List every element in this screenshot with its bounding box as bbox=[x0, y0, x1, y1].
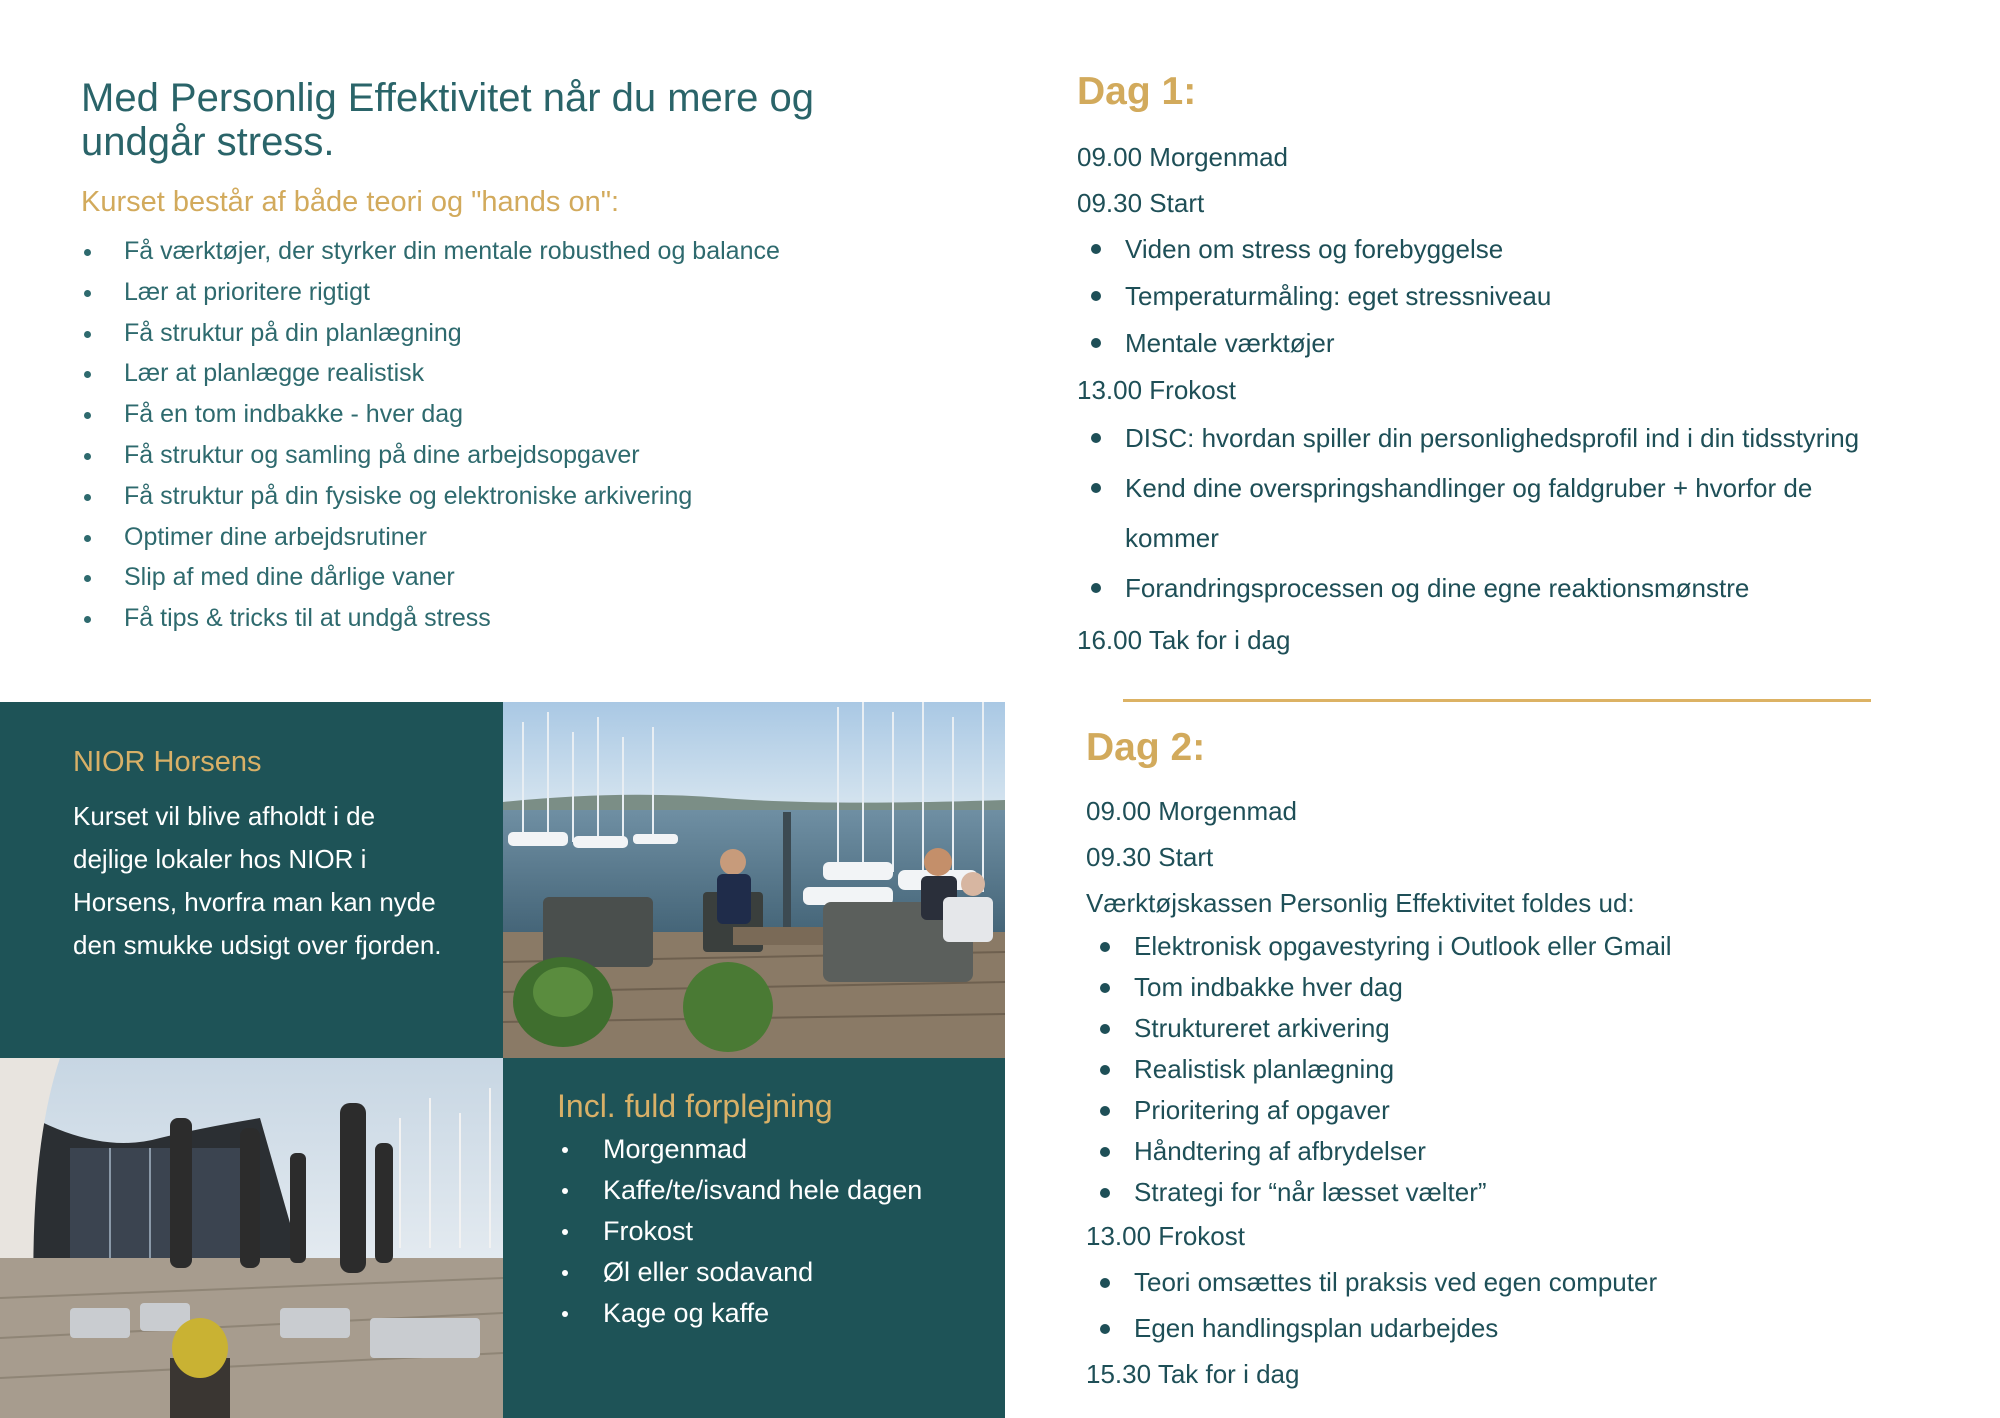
list-item: Kaffe/te/isvand hele dagen bbox=[557, 1170, 975, 1211]
list-item: Elektronisk opgavestyring i Outlook eller Gmail bbox=[1086, 926, 1956, 967]
list-item: Struktureret arkivering bbox=[1086, 1008, 1956, 1049]
day2-lunch: 13.00 Frokost bbox=[1086, 1221, 1245, 1251]
day1-start: 09.30 Start bbox=[1077, 188, 1205, 218]
list-item: Få værktøjer, der styrker din mentale robusthed og balance bbox=[81, 231, 881, 272]
list-item: Få tips & tricks til at undgå stress bbox=[81, 598, 881, 639]
day1-morning-list bbox=[1077, 226, 1957, 367]
list-item: Lær at planlægge realistisk bbox=[81, 353, 881, 394]
day1-breakfast: 09.00 Morgenmad bbox=[1077, 142, 1289, 172]
day2-title: Dag 2: bbox=[1086, 726, 1206, 769]
catering-list bbox=[557, 1129, 975, 1334]
list-item: Få struktur og samling på dine arbejdsopgaver bbox=[81, 435, 881, 476]
day1-title: Dag 1: bbox=[1077, 70, 1197, 113]
list-item: Få struktur på din fysiske og elektroniske arkivering bbox=[81, 476, 881, 517]
day1-afternoon-list bbox=[1077, 413, 1957, 613]
day1-schedule bbox=[1077, 70, 1957, 663]
venue-box bbox=[0, 702, 503, 1058]
list-item: Strategi for “når læsset vælter” bbox=[1086, 1172, 1956, 1213]
list-item: Temperaturmåling: eget stressniveau bbox=[1077, 273, 1957, 320]
section-divider bbox=[1123, 699, 1871, 702]
list-item: Egen handlingsplan udarbejdes bbox=[1086, 1305, 1956, 1351]
day2-start: 09.30 Start bbox=[1086, 842, 1214, 872]
list-item: Slip af med dine dårlige vaner bbox=[81, 557, 881, 598]
intro-title: Med Personlig Effektivitet når du mere og undgår stress. bbox=[81, 76, 814, 164]
list-item: Få en tom indbakke - hver dag bbox=[81, 394, 881, 435]
list-item: Lær at prioritere rigtigt bbox=[81, 272, 881, 313]
day1-end: 16.00 Tak for i dag bbox=[1077, 625, 1291, 655]
catering-title: Incl. fuld forplejning bbox=[557, 1088, 833, 1124]
list-item: Få struktur på din planlægning bbox=[81, 313, 881, 354]
harbor-photo bbox=[503, 702, 1005, 1058]
list-item: Håndtering af afbrydelser bbox=[1086, 1131, 1956, 1172]
list-item: Kage og kaffe bbox=[557, 1293, 975, 1334]
terrace-photo bbox=[0, 1058, 503, 1418]
day2-breakfast: 09.00 Morgenmad bbox=[1086, 796, 1298, 826]
catering-box bbox=[503, 1058, 1005, 1418]
list-item: Mentale værktøjer bbox=[1077, 320, 1957, 367]
day2-toolbox-heading: Værktøjskassen Personlig Effektivitet foldes ud: bbox=[1086, 888, 1635, 918]
list-item: DISC: hvordan spiller din personlighedsprofil ind i din tidsstyring bbox=[1077, 413, 1957, 463]
list-item: Tom indbakke hver dag bbox=[1086, 967, 1956, 1008]
list-item: Øl eller sodavand bbox=[557, 1252, 975, 1293]
venue-title: NIOR Horsens bbox=[73, 746, 262, 778]
list-item: Optimer dine arbejdsrutiner bbox=[81, 517, 881, 558]
list-item: Realistisk planlægning bbox=[1086, 1049, 1956, 1090]
list-item: Prioritering af opgaver bbox=[1086, 1090, 1956, 1131]
day2-schedule bbox=[1086, 726, 1956, 1397]
list-item: Frokost bbox=[557, 1211, 975, 1252]
day2-morning-list bbox=[1086, 926, 1956, 1213]
list-item: Morgenmad bbox=[557, 1129, 975, 1170]
list-item: Viden om stress og forebyggelse bbox=[1077, 226, 1957, 273]
day1-lunch: 13.00 Frokost bbox=[1077, 375, 1236, 405]
venue-text: Kurset vil blive afholdt i de dejlige lokaler hos NIOR i Horsens, hvorfra man kan nyde den smukke udsigt over fjorden. bbox=[73, 801, 442, 960]
list-item: Teori omsættes til praksis ved egen computer bbox=[1086, 1259, 1956, 1305]
list-item: Kend dine overspringshandlinger og faldgruber + hvorfor de kommer bbox=[1077, 463, 1877, 563]
day2-afternoon-list bbox=[1086, 1259, 1956, 1351]
intro-list bbox=[81, 231, 881, 639]
intro-subtitle: Kurset består af både teori og "hands on": bbox=[81, 186, 620, 218]
day2-end: 15.30 Tak for i dag bbox=[1086, 1359, 1300, 1389]
list-item: Forandringsprocessen og dine egne reaktionsmønstre bbox=[1077, 563, 1957, 613]
